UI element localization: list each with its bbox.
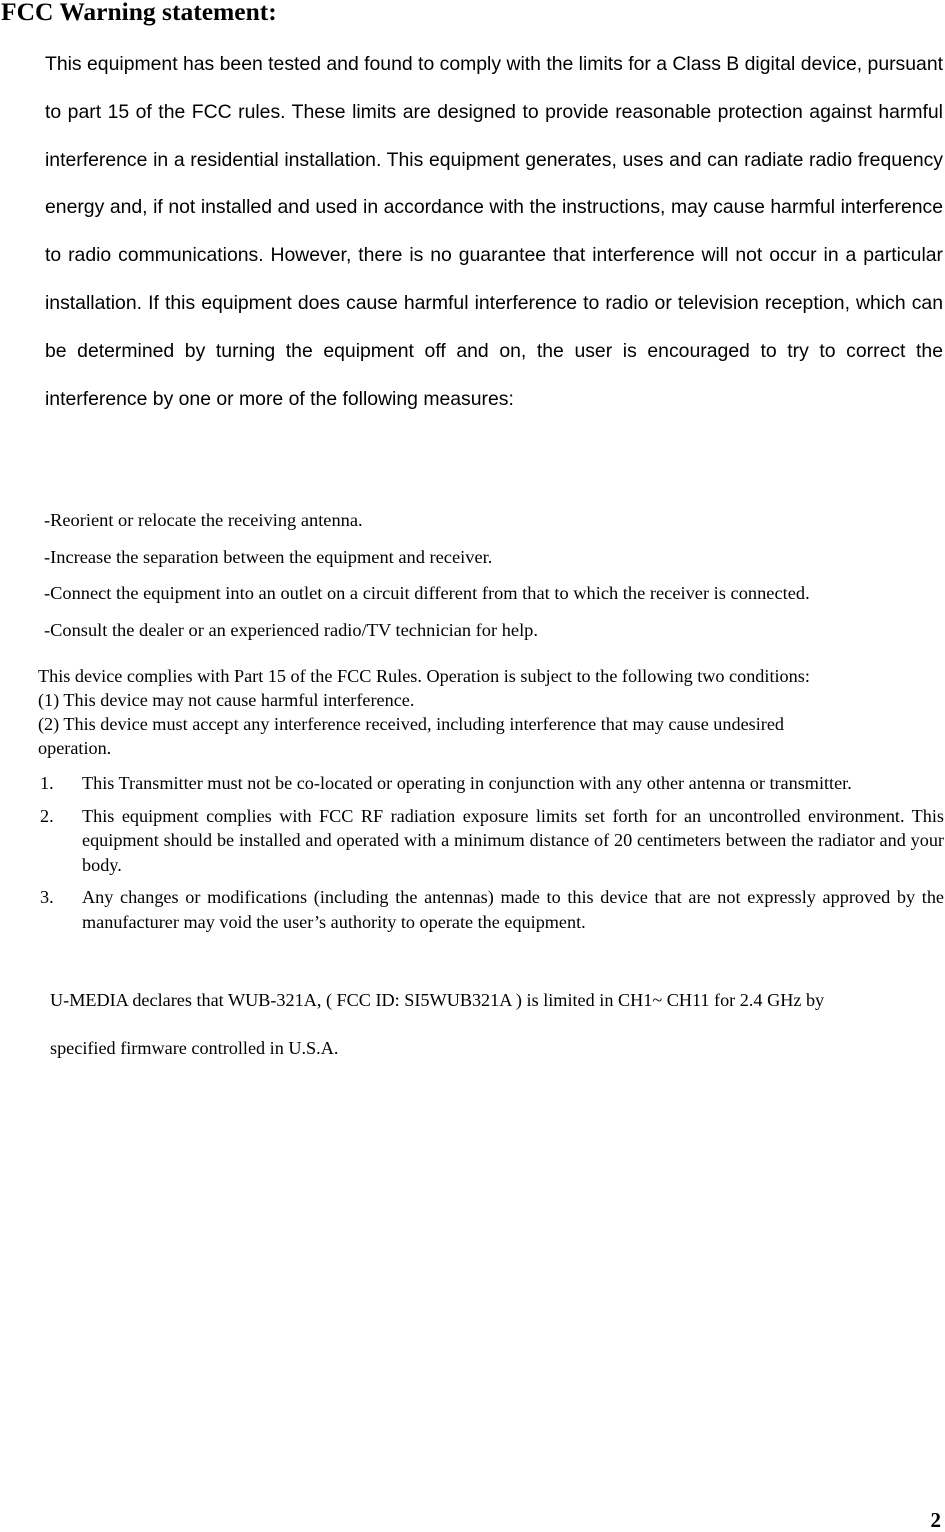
list-item-number: 1. [40,773,54,793]
list-item [40,885,944,934]
list-item [40,771,944,796]
measure-item: -Increase the separation between the equipment and receiver. [44,546,493,567]
intro-paragraph: This equipment has been tested and found to comply with the limits for a Class B digital device, pursuant to part 15 of the FCC rules. These limits are designed to provide reasonable protection against harmful interference in a residential installation. This equipment generates, uses and can radiate radio frequency energy and, if not installed and used in accordance with the instructions, may cause harmful interference to radio communications. However, there is no guarantee that interference will not occur in a particular installation. If this equipment does cause harmful interference to radio or television reception, which can be determined by turning the equipment off and on, the user is encouraged to try to correct the interference by one or more of the following measures: [45,53,943,410]
part15-line: operation. [38,738,112,758]
list-item-number: 3. [40,887,54,907]
declaration-line: specified firmware controlled in U.S.A. [50,1038,339,1058]
list-item-text: Any changes or modifications (including the antennas) made to this device that are not expressly approved by the manufacturer may void the user’s authority to operate the equipment. [82,887,944,932]
measure-item: -Reorient or relocate the receiving antenna. [44,510,363,530]
page-title: FCC Warning statement: [1,0,277,26]
list-item-number: 2. [40,805,54,826]
measure-item: -Connect the equipment into an outlet on a circuit different from that to which the receiver is connected. [44,583,810,603]
list-item-text: This Transmitter must not be co-located or operating in conjunction with any other antenna or transmitter. [82,773,852,793]
part15-line: This device complies with Part 15 of the FCC Rules. Operation is subject to the following two conditions: [38,666,810,686]
part15-line: (1) This device may not cause harmful interference. [38,690,415,710]
part15-line: (2) This device must accept any interference received, including interference that may cause undesired [38,714,785,734]
measures-list [44,508,810,654]
page-number: 2 [930,1508,941,1532]
declaration-line: U-MEDIA declares that WUB-321A, ( FCC ID: SI5WUB321A ) is limited in CH1~ CH11 for 2.4 GHz by [50,990,825,1010]
part15-statement [38,664,938,760]
declaration [50,976,940,1072]
measure-item: -Consult the dealer or an experienced radio/TV technician for help. [44,619,538,640]
list-item-text: This equipment complies with FCC RF radiation exposure limits set forth for an uncontrolled environment. This equipment should be installed and operated with a minimum distance of 20 centimeters between the radiator and your body. [82,805,944,875]
list-item [40,804,944,878]
numbered-list [40,771,944,942]
